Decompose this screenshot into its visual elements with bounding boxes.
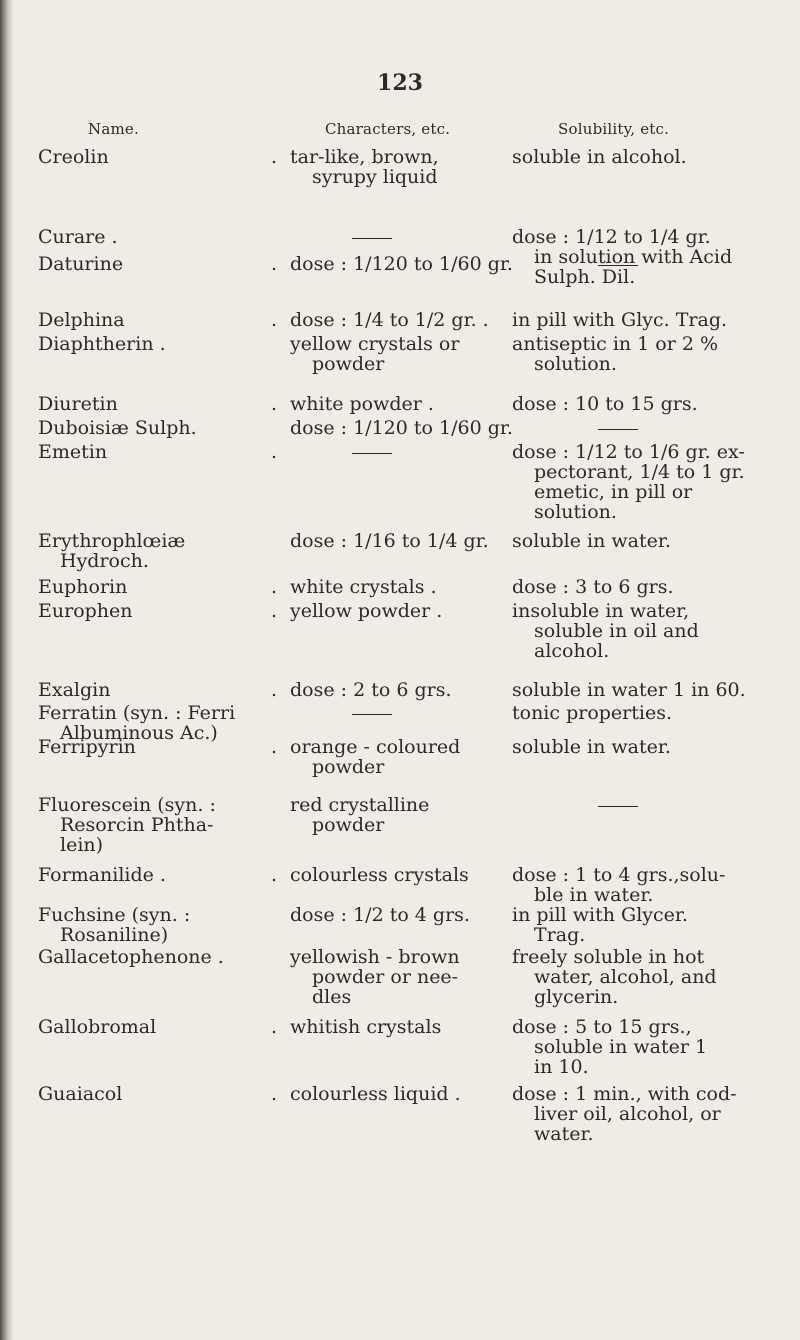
entry-solubility xyxy=(512,147,764,167)
entry-characters-line: orange - coloured xyxy=(290,736,461,758)
entry-name-line: . xyxy=(271,679,278,701)
entry-name-line: . xyxy=(271,600,278,622)
entry-characters-line: yellowish - brown xyxy=(290,946,460,968)
entry-name xyxy=(38,442,288,462)
entry-solubility-line: soluble in water 1 xyxy=(534,1036,708,1058)
entry-solubility-line: solution. xyxy=(534,501,617,523)
entry-solubility xyxy=(512,442,764,522)
entry-name-line: . xyxy=(271,864,278,886)
entry-solubility-line: tonic properties. xyxy=(512,702,672,724)
entry-solubility-line: in pill with Glyc. Trag. xyxy=(512,309,728,331)
entry-characters-line: dose : 1/16 to 1/4 gr. xyxy=(290,530,489,552)
entry-name xyxy=(38,905,288,945)
entry-name xyxy=(38,334,288,354)
entry-characters xyxy=(290,680,510,700)
header-name: Name. xyxy=(88,120,139,138)
entry-characters xyxy=(290,310,510,330)
entry-characters-line: powder xyxy=(312,353,385,375)
entry-solubility xyxy=(512,334,764,374)
entry-characters xyxy=(290,905,510,925)
entry-solubility-line: soluble in alcohol. xyxy=(512,146,687,168)
entry-solubility-line: dose : 5 to 15 grs., xyxy=(512,1016,692,1038)
entry-solubility xyxy=(512,795,764,815)
entry-characters xyxy=(290,703,510,723)
entry-name xyxy=(38,577,288,597)
entry-solubility-line: in solution with Acid xyxy=(534,246,733,268)
entry-solubility xyxy=(512,394,764,414)
entry-name-line: Gallobromal xyxy=(38,1016,157,1038)
entry-solubility xyxy=(512,577,764,597)
entry-characters xyxy=(290,577,510,597)
page-number: 123 xyxy=(377,70,423,96)
entry-characters xyxy=(290,417,513,439)
entry-name xyxy=(38,947,288,967)
entry-name xyxy=(38,310,288,330)
entry-characters xyxy=(290,442,510,462)
entry-name xyxy=(38,795,288,855)
entry-solubility xyxy=(512,1017,764,1077)
entry-solubility xyxy=(512,254,764,274)
entry-solubility-line: solution. xyxy=(534,353,617,375)
entry-name-line: Diuretin xyxy=(38,393,118,415)
entry-name-line: . xyxy=(271,576,278,598)
entry-solubility-line: water, alcohol, and xyxy=(534,966,717,988)
entry-solubility xyxy=(512,1084,764,1144)
entry-name xyxy=(38,394,288,414)
entry-solubility-line: Sulph. Dil. xyxy=(534,266,636,288)
entry-name-line: Ferratin (syn. : Ferri xyxy=(38,702,236,724)
empty-dash xyxy=(290,227,510,247)
entry-solubility xyxy=(512,601,764,661)
entry-name-line: Fuchsine (syn. : xyxy=(38,904,191,926)
entry-name-line: . xyxy=(271,1083,278,1105)
entry-solubility-line: antiseptic in 1 or 2 % xyxy=(512,333,719,355)
entry-characters xyxy=(290,1017,510,1037)
entry-solubility-line: soluble in water. xyxy=(512,736,671,758)
entry-characters-line: colourless crystals xyxy=(290,864,469,886)
entry-characters-line: yellow powder . xyxy=(290,600,443,622)
entry-solubility-line: in pill with Glycer. xyxy=(512,904,688,926)
entry-name-line: Erythrophlœiæ xyxy=(38,530,186,552)
entry-characters xyxy=(290,795,510,835)
entry-name xyxy=(38,601,288,621)
entry-characters-line: powder or nee- xyxy=(312,966,459,988)
entry-name-line: lein) xyxy=(60,834,104,856)
entry-solubility-line: glycerin. xyxy=(534,986,619,1008)
entry-name-line: Delphina xyxy=(38,309,125,331)
entry-solubility xyxy=(512,418,764,438)
entry-name-line: Gallacetophenone . xyxy=(38,946,224,968)
entry-solubility xyxy=(512,905,764,945)
entry-characters-line: tar-like, brown, xyxy=(290,146,439,168)
entry-name xyxy=(38,1084,288,1104)
entry-name-line: . xyxy=(271,393,278,415)
entry-characters-line: colourless liquid . xyxy=(290,1083,461,1105)
entry-solubility-line: alcohol. xyxy=(534,640,610,662)
entry-solubility-line: soluble in water 1 in 60. xyxy=(512,679,746,701)
entry-name xyxy=(38,680,288,700)
entry-name-line: . xyxy=(271,309,278,331)
entry-name-line: Emetin xyxy=(38,441,108,463)
entry-name-line: Europhen xyxy=(38,600,133,622)
entry-characters-line: dose : 2 to 6 grs. xyxy=(290,679,452,701)
entry-name-line: . xyxy=(271,736,278,758)
entry-characters-line: dose : 1/120 to 1/60 gr. xyxy=(290,417,513,439)
entry-characters-line: powder xyxy=(312,814,385,836)
entry-name-line: Exalgin xyxy=(38,679,111,701)
entry-characters xyxy=(290,601,510,621)
entry-name-line: Euphorin xyxy=(38,576,128,598)
entry-characters-line: white crystals . xyxy=(290,576,437,598)
entry-characters-line: yellow crystals or xyxy=(290,333,460,355)
entry-solubility xyxy=(512,947,764,1007)
entry-name xyxy=(38,227,288,247)
entry-name-line: Resorcin Phtha- xyxy=(60,814,214,836)
entry-characters-line: dose : 1/4 to 1/2 gr. . xyxy=(290,309,489,331)
entry-name-line: Formanilide . xyxy=(38,864,166,886)
entry-name-line: Rosaniline) xyxy=(60,924,169,946)
entry-characters xyxy=(290,394,510,414)
entry-characters-line: powder xyxy=(312,756,385,778)
entry-name xyxy=(38,865,288,885)
entry-characters xyxy=(290,947,510,1007)
entry-solubility-line: soluble in water. xyxy=(512,530,671,552)
entry-characters-line: dose : 1/2 to 4 grs. xyxy=(290,904,470,926)
entry-characters xyxy=(290,227,510,247)
entry-solubility xyxy=(512,310,764,330)
entry-characters xyxy=(290,737,510,777)
entry-solubility xyxy=(512,680,764,700)
page-binding-edge xyxy=(0,0,14,1340)
entry-name-line: Guaiacol xyxy=(38,1083,123,1105)
entry-name-line: . xyxy=(271,1016,278,1038)
entry-name xyxy=(38,254,288,274)
entry-characters xyxy=(290,1084,510,1104)
entry-name-line: Albuminous Ac.) xyxy=(60,722,218,744)
entry-solubility-line: dose : 1 min., with cod- xyxy=(512,1083,737,1105)
entry-solubility-line: insoluble in water, xyxy=(512,600,690,622)
entry-solubility-line: dose : 10 to 15 grs. xyxy=(512,393,698,415)
entry-characters-line: whitish crystals xyxy=(290,1016,442,1038)
entry-name-line: Hydroch. xyxy=(60,550,149,572)
entry-name-line: Ferripyrin xyxy=(38,736,136,758)
entry-name-line: Duboisiæ Sulph. xyxy=(38,417,197,439)
entry-name-line: Curare . xyxy=(38,226,118,248)
empty-dash xyxy=(512,418,764,438)
entry-characters-line: syrupy liquid xyxy=(312,166,438,188)
entry-solubility-line: pectorant, 1/4 to 1 gr. xyxy=(534,461,745,483)
header-characters: Characters, etc. xyxy=(325,120,451,138)
empty-dash xyxy=(290,442,510,462)
entry-solubility-line: dose : 1 to 4 grs.,solu- xyxy=(512,864,726,886)
empty-dash xyxy=(290,703,510,723)
empty-dash xyxy=(512,254,764,274)
entry-characters-line: dose : 1/120 to 1/60 gr. xyxy=(290,253,513,275)
entry-name-line: . xyxy=(271,441,278,463)
entry-solubility-line: water. xyxy=(534,1123,594,1145)
entry-name xyxy=(38,737,288,757)
entry-solubility-line: dose : 3 to 6 grs. xyxy=(512,576,674,598)
entry-characters xyxy=(290,531,510,551)
entry-solubility-line: freely soluble in hot xyxy=(512,946,705,968)
entry-characters-line: red crystalline xyxy=(290,794,430,816)
entry-solubility-line: liver oil, alcohol, or xyxy=(534,1103,721,1125)
entry-solubility-line: dose : 1/12 to 1/6 gr. ex- xyxy=(512,441,745,463)
entry-characters-line: white powder . xyxy=(290,393,434,415)
entry-solubility-line: dose : 1/12 to 1/4 gr. xyxy=(512,226,711,248)
entry-solubility-line: soluble in oil and xyxy=(534,620,699,642)
entry-name-line: Daturine xyxy=(38,253,124,275)
entry-solubility xyxy=(512,703,764,723)
entry-solubility-line: in 10. xyxy=(534,1056,589,1078)
entry-characters xyxy=(290,865,510,885)
entry-name-line: Diaphtherin . xyxy=(38,333,166,355)
entry-characters xyxy=(290,334,510,374)
entry-solubility-line: ble in water. xyxy=(534,884,654,906)
entry-name xyxy=(38,1017,288,1037)
entry-solubility xyxy=(512,531,764,551)
entry-characters xyxy=(290,147,510,187)
entry-characters-line: dles xyxy=(312,986,352,1008)
entry-characters xyxy=(290,253,513,275)
entry-name-line: . xyxy=(271,146,278,168)
empty-dash xyxy=(512,795,764,815)
entry-name xyxy=(38,147,288,167)
entry-name xyxy=(38,418,288,438)
header-solubility: Solubility, etc. xyxy=(558,120,670,138)
entry-name xyxy=(38,531,288,571)
entry-solubility-line: emetic, in pill or xyxy=(534,481,693,503)
entry-solubility-line: Trag. xyxy=(534,924,586,946)
entry-solubility xyxy=(512,865,764,905)
entry-name-line: . xyxy=(271,253,278,275)
entry-name-line: Fluorescein (syn. : xyxy=(38,794,216,816)
entry-solubility xyxy=(512,737,764,757)
entry-name-line: Creolin xyxy=(38,146,109,168)
